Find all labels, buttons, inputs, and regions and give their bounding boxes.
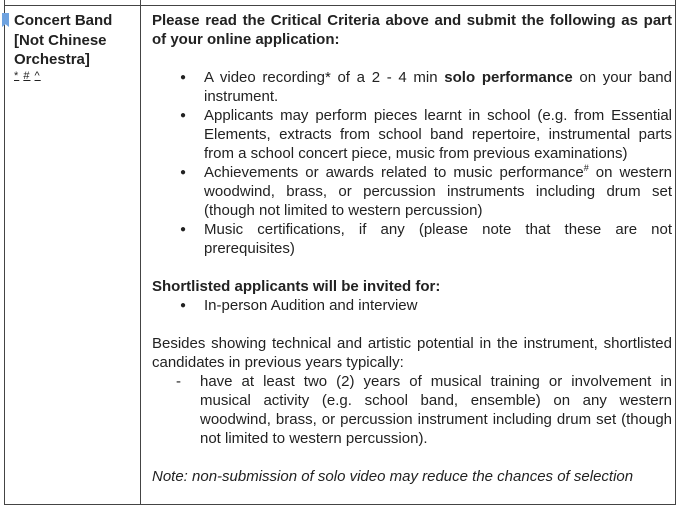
besides-text: Besides showing technical and artistic potential in the instrument, shortlisted candidates in previous years typically: xyxy=(152,335,672,371)
row-border xyxy=(5,5,675,6)
category-title-line: Orchestra] xyxy=(14,51,90,68)
category-title-line: Concert Band xyxy=(14,12,113,29)
category-title xyxy=(14,11,138,70)
shortlist-heading: Shortlisted applicants will be invited for: xyxy=(152,278,441,295)
mark-caret[interactable]: ^ xyxy=(34,69,41,82)
list-item: ● Applicants may perform pieces learnt in school (e.g. from Essential Elements, extracts from school band repertoire, instrumental parts from a school concert piece, music from previous examinations) xyxy=(152,106,672,163)
list-item: ● Achievements or awards related to music performance# on western woodwind, brass, or percussion instruments including drum set (though not limited to western percussion) xyxy=(152,163,672,220)
list-item: - have at least two (2) years of musical training or involvement in musical activity (e.g. school band, ensemble) on any western woodwind, brass, or percussion instrument including drum set (though not limited to western percussion). xyxy=(152,372,672,448)
criteria-table xyxy=(4,0,676,505)
shortlist-list xyxy=(152,296,672,315)
list-item: ● Music certifications, if any (please note that these are not prerequisites) xyxy=(152,220,672,258)
category-title-line: [Not Chinese xyxy=(14,31,107,49)
mark-asterisk[interactable]: * xyxy=(14,69,20,82)
experience-list xyxy=(152,372,672,448)
intro-text: Please read the Critical Criteria above and submit the following as part of your online application: xyxy=(152,12,672,48)
list-item: ● In-person Audition and interview xyxy=(152,296,672,315)
mark-hash[interactable]: # xyxy=(23,69,31,82)
category-cell xyxy=(14,11,138,82)
note-text: Note: non-submission of solo video may reduce the chances of selection xyxy=(152,468,634,485)
comment-marker-icon[interactable] xyxy=(2,13,9,27)
submission-list xyxy=(152,68,672,258)
list-item: ● A video recording* of a 2 - 4 min solo performance on your band instrument. xyxy=(152,68,672,106)
requirements-cell xyxy=(152,11,672,486)
column-divider xyxy=(140,0,141,504)
criteria-marks xyxy=(14,70,138,82)
